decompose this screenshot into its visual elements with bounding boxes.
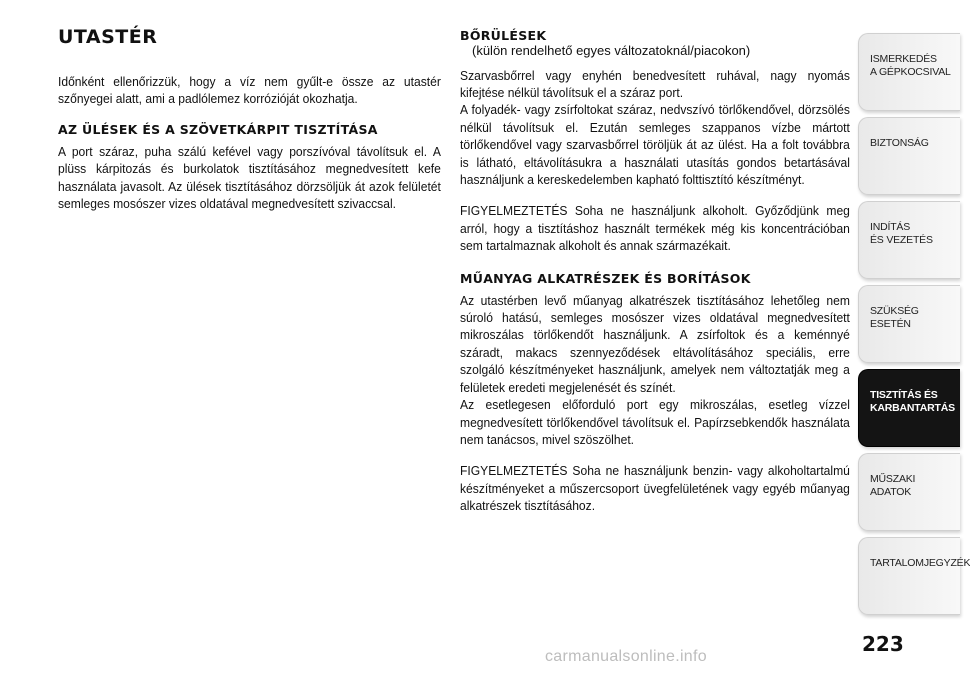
tab-label-line2: A GÉPKOCSIVAL — [870, 66, 951, 78]
seats-section-body: A port száraz, puha szálú kefével vagy porszívóval távolítsuk el. A plüss kárpitozás és burkolatok tisztításához megnedvesített kefe használata javasolt. Az ülések tisztításához dörzsöljük át azok felületét semleges mosószer vizes oldatával megnedvesített szivaccsal. — [58, 143, 441, 212]
tab-getting-to-know[interactable] — [858, 33, 960, 111]
right-column — [460, 28, 850, 515]
leather-warning: FIGYELMEZTETÉS Soha ne használjunk alkoholt. Győződjünk meg arról, hogy a tisztításhoz használt termékek még kis koncentrációban sem tartalmaznak alkoholt és annak származékait. — [460, 203, 850, 254]
tab-technical-data[interactable] — [858, 453, 960, 531]
intro-paragraph: Időnként ellenőrizzük, hogy a víz nem gyűlt-e össze az utastér szőnyegei alatt, ami a padlólemez korrózióját okozhatja. — [58, 74, 441, 107]
tab-cleaning-maintenance[interactable] — [858, 369, 960, 447]
plastic-warning: FIGYELMEZTETÉS Soha ne használjunk benzin- vagy alkoholtartalmú készítményeket a műszercsoport üvegfelületének vagy egyéb műanyag alkatrészek tisztításához. — [460, 463, 850, 514]
plastic-title: MŰANYAG ALKATRÉSZEK ÉS BORÍTÁSOK — [460, 270, 751, 286]
chapter-tabs — [858, 33, 970, 621]
tab-label-line1: TARTALOMJEGYZÉK — [870, 557, 970, 569]
tab-label-line1: TISZTÍTÁS ÉS — [870, 389, 938, 401]
tab-label-line1: MŰSZAKI — [870, 473, 916, 485]
leather-paragraph-2: A folyadék- vagy zsírfoltokat száraz, nedvszívó törlőkendővel, dörzsölés nélkül távolítsuk el. Ezután semleges szappanos vízbe mártott törlőkendővel vagy szarvasbőrrel töröljük át az ülést. Ha a folt továbbra is látható, eltávolításukra a használati utasítás gondos betartásával használjunk a kereskedelemben kapható folttisztító készítményt. — [460, 102, 850, 188]
plastic-paragraph-1: Az utastérben levő műanyag alkatrészek tisztításához lehetőleg nem súroló hatású, semleges mosószer vizes oldatával megnedvesített mikroszálas törlőkendőt használjunk. A zsírfoltok és a keménnyé száradt, makacs szennyeződések eltávolításához speciális, erre szolgáló készítményeket használjunk, amelyek nem változtatják meg a felületek eredeti megjelenését és színét. — [460, 292, 850, 395]
plastic-paragraph-2: Az esetlegesen előforduló port egy mikroszálas, esetleg vízzel megnedvesített törlőkendővel távolítsuk el. Papírzsebkendők használata nem tanácsos, mivel szöszölhet. — [460, 397, 850, 447]
tab-label-line2: ÉS VEZETÉS — [870, 234, 933, 246]
tab-contents[interactable] — [858, 537, 970, 615]
tab-label-line2: KARBANTARTÁS — [870, 402, 955, 414]
seats-section-title: AZ ÜLÉSEK ÉS A SZÖVETKÁRPIT TISZTÍTÁSA — [58, 121, 378, 137]
left-column — [58, 28, 441, 212]
tab-label-line2: ADATOK — [870, 486, 912, 498]
tab-label-line1: BIZTONSÁG — [870, 137, 929, 149]
tab-label-line1: INDÍTÁS — [870, 221, 911, 233]
page-number: 223 — [862, 632, 904, 656]
leather-paragraph-1: Szarvasbőrrel vagy enyhén benedvesített ruhával, nagy nyomás kifejtése nélkül távolítsuk el a száraz port. — [460, 67, 850, 100]
tab-emergency[interactable] — [858, 285, 960, 363]
page-title: UTASTÉR — [58, 26, 158, 48]
leather-title: BŐRÜLÉSEK — [460, 28, 547, 43]
tab-label-line1: SZÜKSÉG — [870, 305, 919, 317]
watermark: carmanualsonline.info — [545, 648, 707, 665]
tab-safety[interactable] — [858, 117, 960, 195]
tab-label-line2: ESETÉN — [870, 318, 911, 330]
tab-label-line1: ISMERKEDÉS — [870, 53, 937, 65]
tab-starting-driving[interactable] — [858, 201, 960, 279]
leather-subtitle: (külön rendelhető egyes változatoknál/piacokon) — [472, 43, 751, 58]
